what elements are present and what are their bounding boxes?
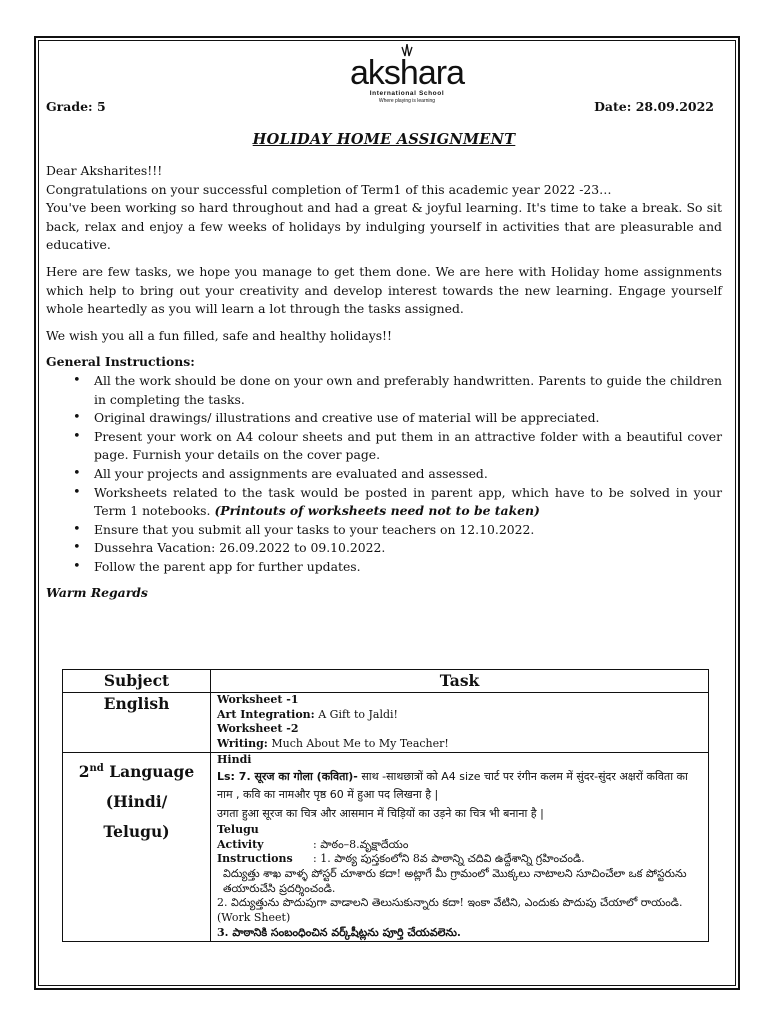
- instruction-item: • Ensure that you submit all your tasks to your teachers on 12.10.2022.: [94, 521, 722, 540]
- instruction-item: • Dussehra Vacation: 26.09.2022 to 09.10.2022.: [94, 539, 722, 558]
- table-header-row: [63, 670, 709, 693]
- instruction-item: • Original drawings/ illustrations and creative use of material will be appreciated.: [94, 409, 722, 428]
- table-row-english: [63, 693, 709, 753]
- page-title: HOLIDAY HOME ASSIGNMENT: [252, 131, 516, 148]
- telugu-instruction-1: Instructions : 1. పాఠ్య పుస్తకంలోని 8వ పాఠాన్ని చదివి ఉద్దేశాన్ని గ్రహించండి.: [217, 852, 585, 866]
- grade-label: Grade: 5: [46, 99, 106, 114]
- subject-english: English: [63, 693, 211, 753]
- hindi-task-2: उगता हुआ सूरज का चित्र और आसमान में चिड़ियों का उड़ने का चित्र भी बनाना है |: [217, 806, 544, 820]
- telugu-label: Telugu: [217, 822, 259, 836]
- telugu-instruction-2: 2. విద్యుత్తును పొదుపుగా వాడాలని తెలుసుకున్నారు కదా! ఇంకా వేటిని, ఎందుకు పొదుపు చేయాలో రాయండి. (Work Sheet): [217, 896, 683, 925]
- date-label: Date: 28.09.2022: [594, 99, 714, 114]
- instruction-item: [94, 484, 722, 521]
- hindi-label: Hindi: [217, 753, 252, 766]
- greeting: Dear Aksharites!!!: [46, 163, 163, 178]
- instruction-item: • Follow the parent app for further updates.: [94, 558, 722, 577]
- task-english: [211, 693, 709, 753]
- subject-line-1: 2nd Language: [78, 762, 195, 782]
- telugu-activity: Activity : పాఠం–8.వృక్షాదేయం: [217, 837, 409, 851]
- subject-second-language: [63, 753, 211, 942]
- letter-body: [46, 162, 722, 603]
- instructions-list: [46, 372, 722, 577]
- table-row-language: [63, 753, 709, 942]
- column-header-subject: Subject: [63, 670, 211, 693]
- instructions-heading: General Instructions:: [46, 354, 195, 370]
- instruction-item: • All the work should be done on your own and preferably handwritten. Parents to guide the children in completing the tasks.: [94, 372, 722, 409]
- logo-tagline: Where playing is learning: [378, 98, 436, 104]
- logo-wordmark: akshara: [350, 54, 464, 92]
- art-integration: Art Integration: A Gift to Jaldi!: [217, 707, 398, 721]
- worksheet-1: Worksheet -1: [217, 693, 299, 706]
- instruction-item: • Present your work on A4 colour sheets and put them in an attractive folder with a beautiful cover page. Furnish your details on the cover page.: [94, 428, 722, 465]
- intro-paragraph-3: Here are few tasks, we hope you manage to get them done. We are here with Holiday home assignments which help to bring out your creativity and develop interest towards the new learning. Engage yourself whole heartedly as you will learn a lot through the tasks assigned.: [46, 263, 722, 317]
- hindi-task: Ls: 7. सूरज का गोला (कविता)- साथ -साथछात्रों को A4 size चार्ट पर रंगीन कलम में सुंदर-सुंदर अक्षरों कविता का नाम , कवि का नामऔर पृष्ठ 60 में हुआ पद लिखना है |: [217, 769, 688, 802]
- subject-line-3: Telugu): [103, 822, 170, 842]
- intro-paragraph-1: Congratulations on your successful completion of Term1 of this academic year 2022 -23…: [46, 181, 612, 197]
- column-header-task: Task: [211, 670, 709, 693]
- telugu-instruction-1b: విద్యుత్తు శాఖ వాళ్ళ పోస్టర్ చూశారు కదా! అట్లాగే మీ గ్రామంలో మొక్కలు నాటాలని సూచించేలా ఒక పోస్టరును తయారుచేసి ప్రదర్శించండి.: [223, 867, 687, 895]
- logo-subtitle: International School: [369, 90, 445, 97]
- intro-paragraph-4: We wish you all a fun filled, safe and healthy holidays!!: [46, 327, 393, 343]
- writing-task: Writing: Much About Me to My Teacher!: [217, 737, 449, 751]
- task-language: [211, 753, 709, 942]
- instruction-item: • All your projects and assignments are evaluated and assessed.: [94, 465, 722, 484]
- subject-line-2: (Hindi/: [105, 792, 168, 812]
- intro-paragraph-2: You've been working so hard throughout and had a great & joyful learning. It's time to take a break. So sit back, relax and enjoy a few weeks of holidays by indulging yourself in activities that are pleasurable and educative.: [46, 200, 722, 253]
- worksheet-note: (Printouts of worksheets need not to be taken): [214, 503, 540, 519]
- instruction-text: Worksheets related to the task would be posted in parent app, which have to be solved in your Term 1 notebooks.: [94, 484, 722, 519]
- flame-logo-icon: [399, 44, 415, 58]
- telugu-instruction-3: 3. పాఠానికి సంబంధించిన వర్క్‌షీట్లను పూర్తి చేయవలెను.: [217, 925, 461, 939]
- worksheet-2: Worksheet -2: [217, 722, 299, 736]
- school-logo: [332, 44, 482, 104]
- task-table: [62, 669, 709, 942]
- regards: Warm Regards: [46, 585, 148, 601]
